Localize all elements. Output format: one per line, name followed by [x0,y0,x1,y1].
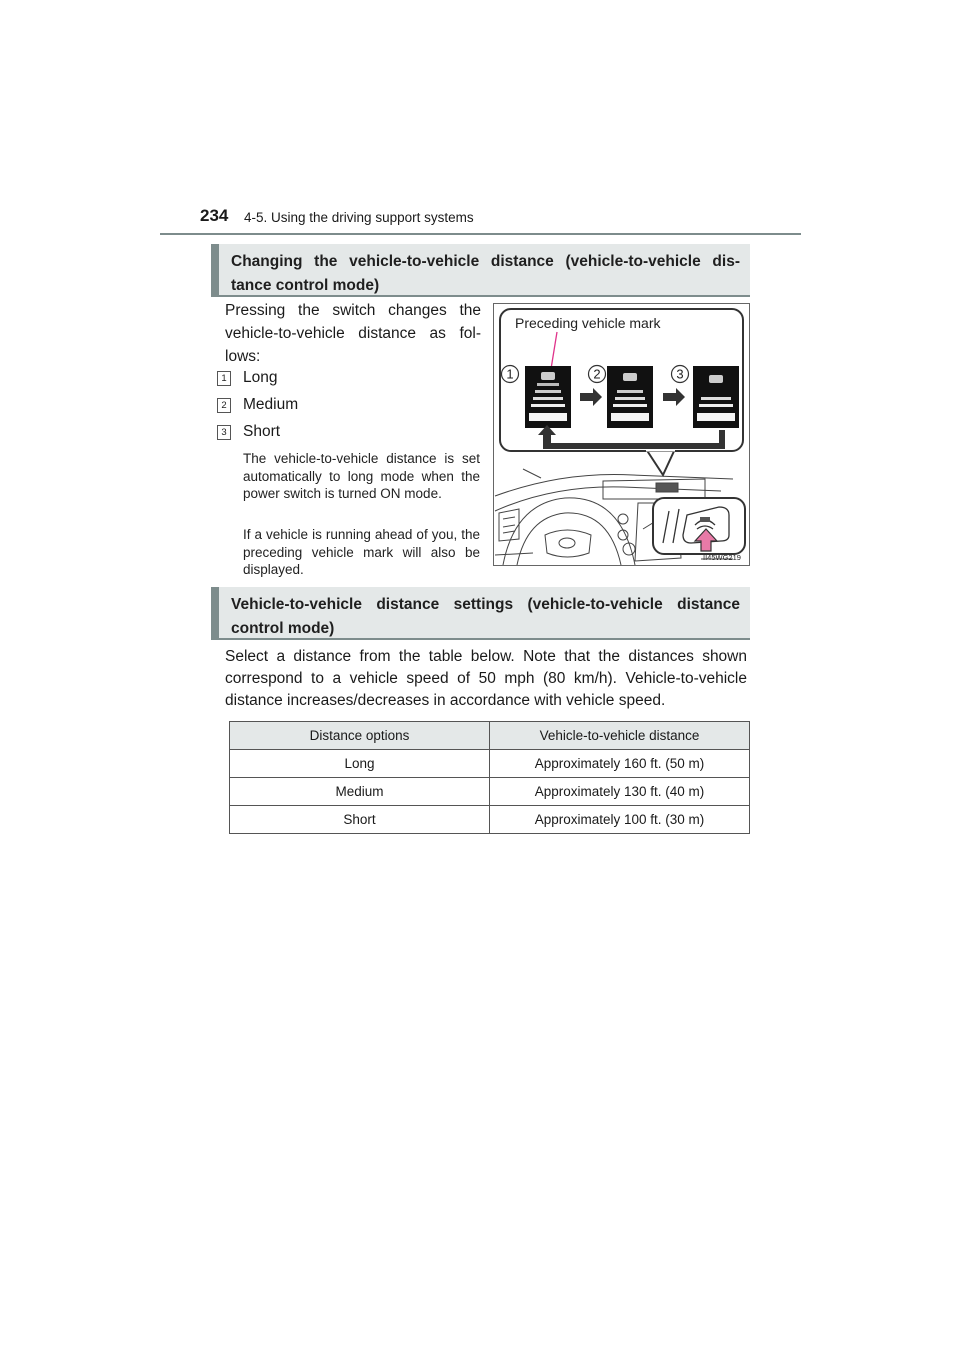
display-long [525,366,571,428]
table-cell: Medium [230,778,490,806]
note-default-mode: The vehicle-to-vehicle distance is set automatically to long mode when the power switch is turned ON mode. [243,451,480,501]
header-rule [160,233,801,235]
option-label: Short [243,423,281,440]
table-cell: Long [230,750,490,778]
option-long [217,369,277,387]
option-label: Medium [243,396,299,413]
chapter-title: 4-5. Using the driving support systems [244,210,474,225]
table-cell: Approximately 100 ft. (30 m) [490,806,750,834]
display-medium [607,366,653,428]
column-header: Distance options [230,722,490,750]
section-heading-distance-change: Changing the vehicle-to-vehicle distance (vehicle-to-vehicle dis-tance control mode) [211,244,750,295]
settings-paragraph: Select a distance from the table below. Note that the distances shown correspond to a vehicle speed of 50 mph (80 km/h). Vehicle-to-vehicle distance increases/decreases in accordance with vehicle speed. [225,648,747,709]
table-row [230,750,750,778]
distance-table [229,721,750,834]
intro-paragraph: Pressing the switch changes the vehicle-to-vehicle distance as fol-lows: [225,302,481,365]
table-header-row [230,722,750,750]
display-short [693,366,739,428]
section-heading-distance-settings: Vehicle-to-vehicle distance settings (vehicle-to-vehicle distance control mode) [211,587,750,638]
note-preceding-vehicle: If a vehicle is running ahead of you, the preceding vehicle mark will also be displayed. [243,527,480,577]
table-cell: Approximately 160 ft. (50 m) [490,750,750,778]
dashboard-illustration [493,303,750,566]
image-code: II45WG219 [703,553,741,562]
callout-label: Preceding vehicle mark [515,315,661,331]
page-number: 234 [200,206,229,225]
step-number-3-label: 3 [676,366,684,382]
table-cell: Short [230,806,490,834]
option-short [217,423,280,441]
table-row [230,778,750,806]
table-cell: Approximately 130 ft. (40 m) [490,778,750,806]
option-medium [217,396,298,414]
number-badge: 1 [217,371,231,386]
figure-distance-switch [493,303,750,566]
option-label: Long [243,369,278,386]
step-number-2-label: 2 [593,366,601,382]
step-number-1-label: 1 [506,366,514,382]
column-header: Vehicle-to-vehicle distance [490,722,750,750]
number-badge: 3 [217,425,231,440]
table-row [230,806,750,834]
number-badge: 2 [217,398,231,413]
